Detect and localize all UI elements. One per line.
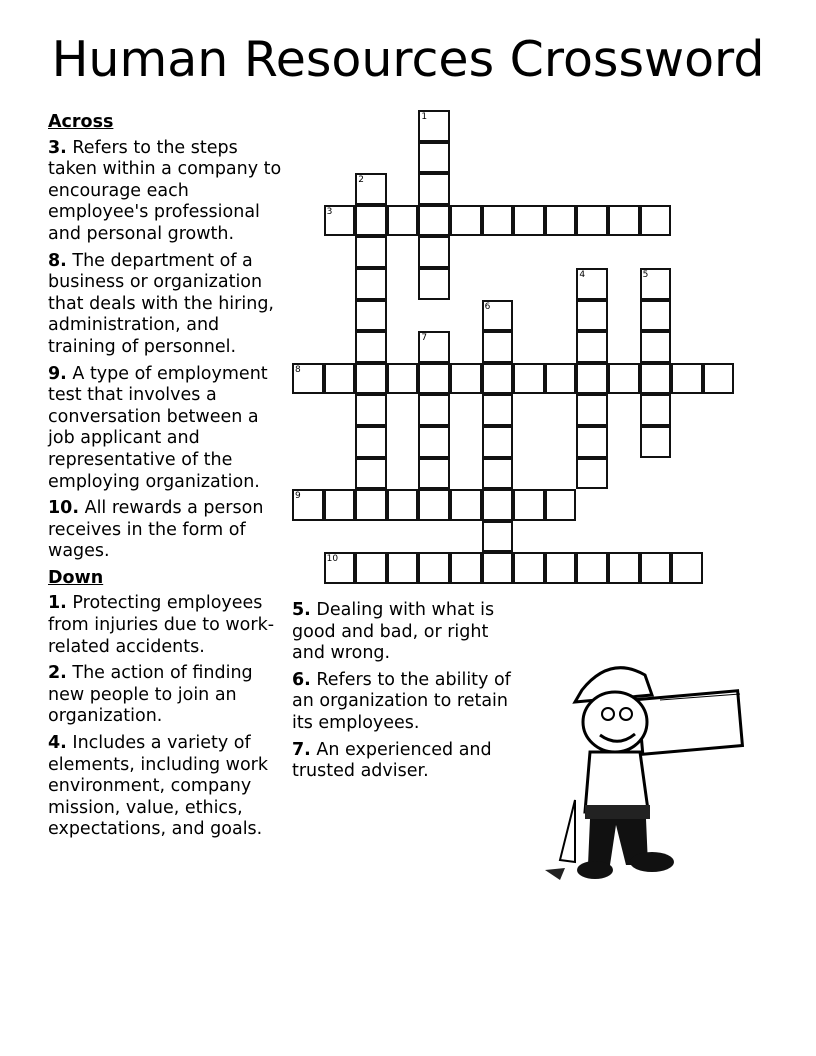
- cell-number: 5: [642, 270, 649, 280]
- grid-cell[interactable]: [513, 552, 545, 584]
- grid-cell[interactable]: [640, 268, 672, 300]
- grid-cell[interactable]: [482, 363, 514, 395]
- grid-cell[interactable]: [355, 363, 387, 395]
- grid-cell[interactable]: [576, 426, 608, 458]
- grid-cell[interactable]: [513, 489, 545, 521]
- grid-cell[interactable]: [545, 363, 577, 395]
- clue-across-10: 10. All rewards a person receives in the form of wages.: [48, 498, 264, 562]
- grid-cell[interactable]: [640, 331, 672, 363]
- grid-cell[interactable]: [418, 268, 450, 300]
- across-heading: Across: [48, 112, 114, 132]
- grid-cell[interactable]: [576, 394, 608, 426]
- grid-cell[interactable]: [482, 458, 514, 490]
- grid-cell[interactable]: [418, 110, 450, 142]
- grid-cell[interactable]: [355, 205, 387, 237]
- grid-cell[interactable]: [482, 552, 514, 584]
- grid-cell[interactable]: [418, 205, 450, 237]
- grid-cell[interactable]: [671, 552, 703, 584]
- grid-cell[interactable]: [387, 489, 419, 521]
- grid-cell[interactable]: [482, 300, 514, 332]
- grid-cell[interactable]: [355, 489, 387, 521]
- clue-across-9: 9. A type of employment test that involves a conversation between a job applicant and representative of the employing organization.: [48, 363, 268, 492]
- grid-cell[interactable]: [576, 300, 608, 332]
- grid-cell[interactable]: [576, 268, 608, 300]
- grid-cell[interactable]: [355, 458, 387, 490]
- grid-cell[interactable]: [450, 363, 482, 395]
- grid-cell[interactable]: [355, 426, 387, 458]
- grid-cell[interactable]: [482, 394, 514, 426]
- grid-cell[interactable]: [640, 300, 672, 332]
- grid-cell[interactable]: [418, 331, 450, 363]
- cell-number: 2: [358, 175, 364, 186]
- crossword-grid: [292, 110, 752, 590]
- down-heading: Down: [48, 567, 104, 588]
- grid-cell[interactable]: [576, 205, 608, 237]
- clue-down-2: 2. The action of finding new people to join an organization.: [48, 663, 253, 727]
- grid-cell[interactable]: [324, 363, 356, 395]
- grid-cell[interactable]: [387, 363, 419, 395]
- grid-cell[interactable]: [418, 173, 450, 205]
- grid-cell[interactable]: [387, 205, 419, 237]
- grid-cell[interactable]: [355, 394, 387, 426]
- grid-cell[interactable]: [418, 489, 450, 521]
- grid-cell[interactable]: [576, 331, 608, 363]
- grid-cell[interactable]: [418, 552, 450, 584]
- grid-cell[interactable]: [418, 363, 450, 395]
- cell-number: 7: [421, 333, 428, 344]
- clue-down-5: 5. Dealing with what is good and bad, or right and wrong.: [292, 600, 495, 664]
- grid-cell[interactable]: [671, 363, 703, 395]
- grid-cell[interactable]: [545, 205, 577, 237]
- grid-cell[interactable]: [482, 489, 514, 521]
- grid-cell[interactable]: [292, 363, 324, 395]
- clue-across-3: 3. Refers to the steps taken within a company to encourage each employee's professional and personal growth.: [48, 137, 282, 244]
- grid-cell[interactable]: [450, 552, 482, 584]
- grid-cell[interactable]: [418, 142, 450, 174]
- grid-cell[interactable]: [482, 521, 514, 553]
- grid-cell[interactable]: [640, 552, 672, 584]
- grid-cell[interactable]: [418, 458, 450, 490]
- grid-cell[interactable]: [640, 363, 672, 395]
- grid-cell[interactable]: [450, 489, 482, 521]
- grid-cell[interactable]: [545, 552, 577, 584]
- grid-cell[interactable]: [355, 268, 387, 300]
- grid-cell[interactable]: [482, 331, 514, 363]
- clues-left-column: [48, 112, 288, 846]
- grid-cell[interactable]: [418, 426, 450, 458]
- grid-cell[interactable]: [640, 426, 672, 458]
- grid-cell[interactable]: [292, 489, 324, 521]
- grid-cell[interactable]: [355, 552, 387, 584]
- grid-cell[interactable]: [355, 300, 387, 332]
- grid-cell[interactable]: [355, 236, 387, 268]
- grid-cell[interactable]: [513, 363, 545, 395]
- clues-right-column: [292, 600, 522, 788]
- grid-cell[interactable]: [640, 205, 672, 237]
- grid-cell[interactable]: [387, 552, 419, 584]
- cell-number: 3: [326, 206, 333, 217]
- cell-number: 6: [484, 301, 491, 312]
- cell-number: 4: [579, 270, 586, 280]
- clue-down-1: 1. Protecting employees from injuries due to work-related accidents.: [48, 593, 275, 657]
- grid-cell[interactable]: [450, 205, 482, 237]
- grid-cell[interactable]: [576, 458, 608, 490]
- grid-cell[interactable]: [482, 205, 514, 237]
- grid-cell[interactable]: [418, 394, 450, 426]
- grid-cell[interactable]: [513, 205, 545, 237]
- cell-number: 8: [295, 364, 301, 375]
- grid-cell[interactable]: [324, 205, 356, 237]
- grid-cell[interactable]: [608, 552, 640, 584]
- grid-cell[interactable]: [703, 363, 735, 395]
- grid-cell[interactable]: [482, 426, 514, 458]
- clue-down-7: 7. An experienced and trusted adviser.: [292, 739, 492, 782]
- grid-cell[interactable]: [324, 489, 356, 521]
- clue-down-4: 4. Includes a variety of elements, including work environment, company mission, value, ethics, expectations, and goals.: [48, 733, 269, 840]
- grid-cell[interactable]: [545, 489, 577, 521]
- grid-cell[interactable]: [576, 363, 608, 395]
- grid-cell[interactable]: [324, 552, 356, 584]
- cell-number: 1: [421, 112, 428, 122]
- clue-down-6: 6. Refers to the ability of an organization to retain its employees.: [292, 669, 511, 733]
- cell-number: 9: [295, 491, 301, 502]
- grid-cell[interactable]: [608, 363, 640, 395]
- grid-cell[interactable]: [418, 236, 450, 268]
- grid-cell[interactable]: [608, 205, 640, 237]
- construction-worker-illustration: [540, 630, 770, 890]
- grid-cell[interactable]: [576, 552, 608, 584]
- grid-cell[interactable]: [355, 173, 387, 205]
- cell-number: 10: [326, 554, 339, 565]
- clue-across-8: 8. The department of a business or organization that deals with the hiring, administration, and training of personnel.: [48, 250, 274, 357]
- grid-cell[interactable]: [355, 331, 387, 363]
- page-title: Human Resources Crossword: [51, 31, 765, 88]
- grid-cell[interactable]: [640, 394, 672, 426]
